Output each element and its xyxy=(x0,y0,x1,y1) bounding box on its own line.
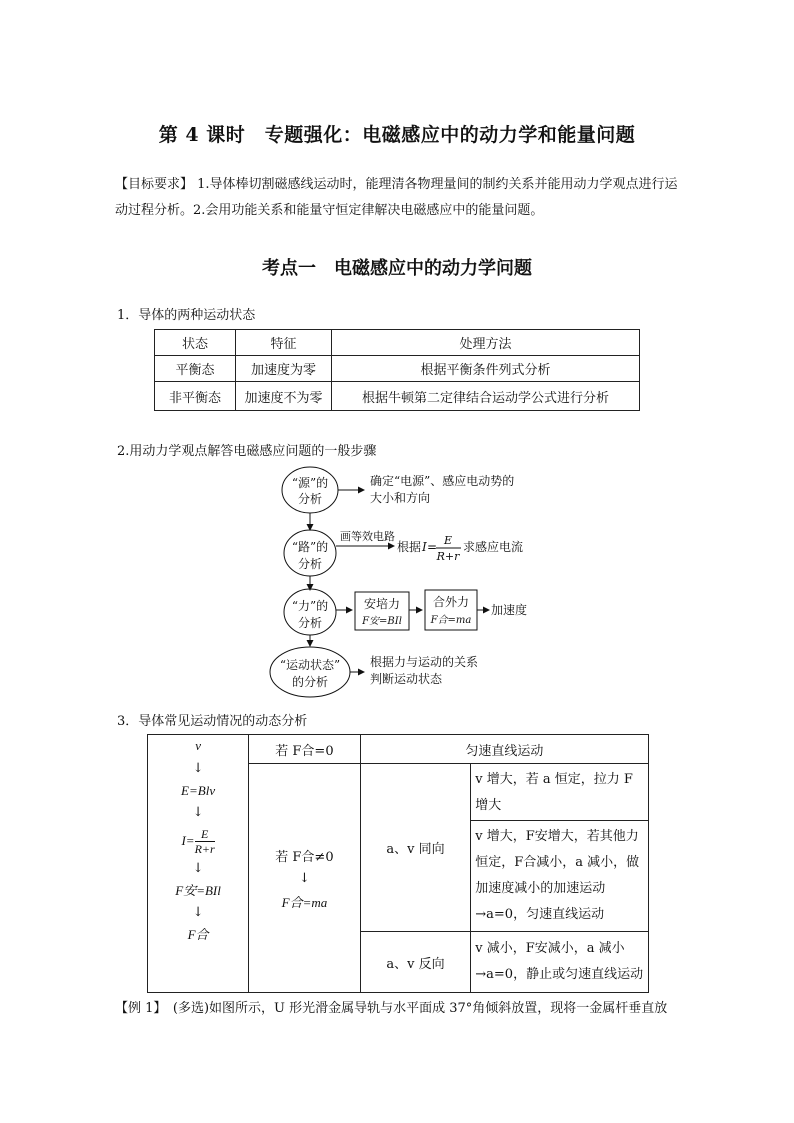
chain-item: E=Blv xyxy=(181,783,216,798)
direction-cell: a、v 同向 xyxy=(360,764,471,932)
item3-heading: 3．导体常见运动情况的动态分析 xyxy=(117,714,308,729)
condition-cell xyxy=(249,764,361,993)
node-label: “运动状态” xyxy=(279,658,341,672)
table-cell: 非平衡态 xyxy=(155,382,236,411)
flow-text: R+r xyxy=(436,550,460,563)
flow-text: 加速度 xyxy=(491,603,528,617)
node-label: “源”的 xyxy=(291,476,329,490)
chain-arrow: ↓ xyxy=(192,905,204,920)
example-1: 【例 1】 (多选)如图所示，U 形光滑金属导轨与水平面成 37°角倾斜放置，现将一金属杆垂直放 xyxy=(115,1001,668,1016)
condition-eq: F合=ma xyxy=(281,894,328,910)
chain-arrow: ↓ xyxy=(192,761,204,776)
goal-tag: 【目标要求】 xyxy=(115,177,194,192)
chain-arrow: ↓ xyxy=(192,805,204,820)
flow-text: F合=ma xyxy=(430,615,472,626)
source-analysis-node xyxy=(282,467,338,513)
chain-item: F合 xyxy=(187,927,209,942)
condition-text: 若 F合≠0 xyxy=(275,849,334,865)
table-cell: 根据平衡条件列式分析 xyxy=(332,356,640,382)
flow-text: 安培力 xyxy=(363,597,401,611)
goal-paragraph xyxy=(115,172,690,224)
analysis-cell: v 减小，F安减小，a 减小→a=0，静止或匀速直线运动 xyxy=(471,932,649,993)
flow-text: 合外力 xyxy=(432,595,470,609)
flow-text: 确定“电源”、感应电动势的 xyxy=(370,474,515,488)
node-label: 的分析 xyxy=(291,675,329,689)
node-label: 分析 xyxy=(297,616,323,630)
node-label: 分析 xyxy=(297,492,323,506)
flow-text: 求感应电流 xyxy=(463,540,524,554)
table-header-row xyxy=(155,330,640,356)
flow-text: 画等效电路 xyxy=(340,530,395,543)
page-title: 第 4 课时 专题强化：电磁感应中的动力学和能量问题 xyxy=(158,124,636,146)
analysis-cell xyxy=(471,764,649,932)
table-cell: 根据牛顿第二定律结合运动学公式进行分析 xyxy=(332,382,640,411)
causal-chain-cell xyxy=(148,735,249,993)
down-arrow: ↓ xyxy=(299,870,310,886)
node-label: “力”的 xyxy=(291,599,329,613)
motion-state-table xyxy=(154,329,640,411)
flow-text: E xyxy=(443,534,453,547)
condition-cell: 若 F合=0 xyxy=(249,735,361,764)
frac-num: E xyxy=(195,827,215,842)
goal-text: 1.导体棒切割磁感线运动时，能理清各物理量间的制约关系并能用动力学观点进行运动过程分析。2.会用功能关系和能量守恒定律解决电磁感应中的能量问题。 xyxy=(115,177,678,218)
header-cell: 特征 xyxy=(236,330,332,356)
node-label: “路”的 xyxy=(291,540,329,554)
flow-text: 根据 xyxy=(397,540,422,554)
table-cell: 平衡态 xyxy=(155,356,236,382)
chain-item: F安=BIl xyxy=(175,883,221,898)
flow-text: F安=BIl xyxy=(362,616,402,627)
flow-text: I xyxy=(422,540,427,554)
flow-diagram xyxy=(260,460,550,705)
item1-heading: 1．导体的两种运动状态 xyxy=(117,308,256,323)
chain-item-prefix: I= xyxy=(181,833,195,848)
table-cell: 加速度为零 xyxy=(236,356,332,382)
flow-text: 根据力与运动的关系 xyxy=(370,655,479,669)
flow-text: = xyxy=(427,540,438,554)
header-cell: 状态 xyxy=(155,330,236,356)
analysis-text: v 增大，若 a 恒定，拉力 F 增大 xyxy=(471,764,648,821)
chain-item xyxy=(148,824,248,858)
result-cell: 匀速直线运动 xyxy=(360,735,648,764)
section-title: 考点一 电磁感应中的动力学问题 xyxy=(262,258,532,279)
table-row xyxy=(155,382,640,411)
table-row xyxy=(155,356,640,382)
dynamic-analysis-table xyxy=(147,734,649,993)
analysis-text: v 增大，F安增大，若其他力恒定，F合减小，a 减小，做加速度减小的加速运动→a=0，匀速直线运动 xyxy=(475,829,640,922)
table-cell: 加速度不为零 xyxy=(236,382,332,411)
item2-heading: 2.用动力学观点解答电磁感应问题的一般步骤 xyxy=(117,444,377,459)
frac-den: R+r xyxy=(194,842,215,856)
direction-cell: a、v 反向 xyxy=(360,932,471,993)
table-row xyxy=(148,735,649,764)
chain-arrow: ↓ xyxy=(192,861,204,876)
chain-item: v xyxy=(195,738,201,753)
flow-text: 大小和方向 xyxy=(370,491,431,505)
motion-state-node xyxy=(270,647,350,697)
flow-text: 判断运动状态 xyxy=(370,672,443,686)
node-label: 分析 xyxy=(297,557,323,571)
header-cell: 处理方法 xyxy=(332,330,640,356)
